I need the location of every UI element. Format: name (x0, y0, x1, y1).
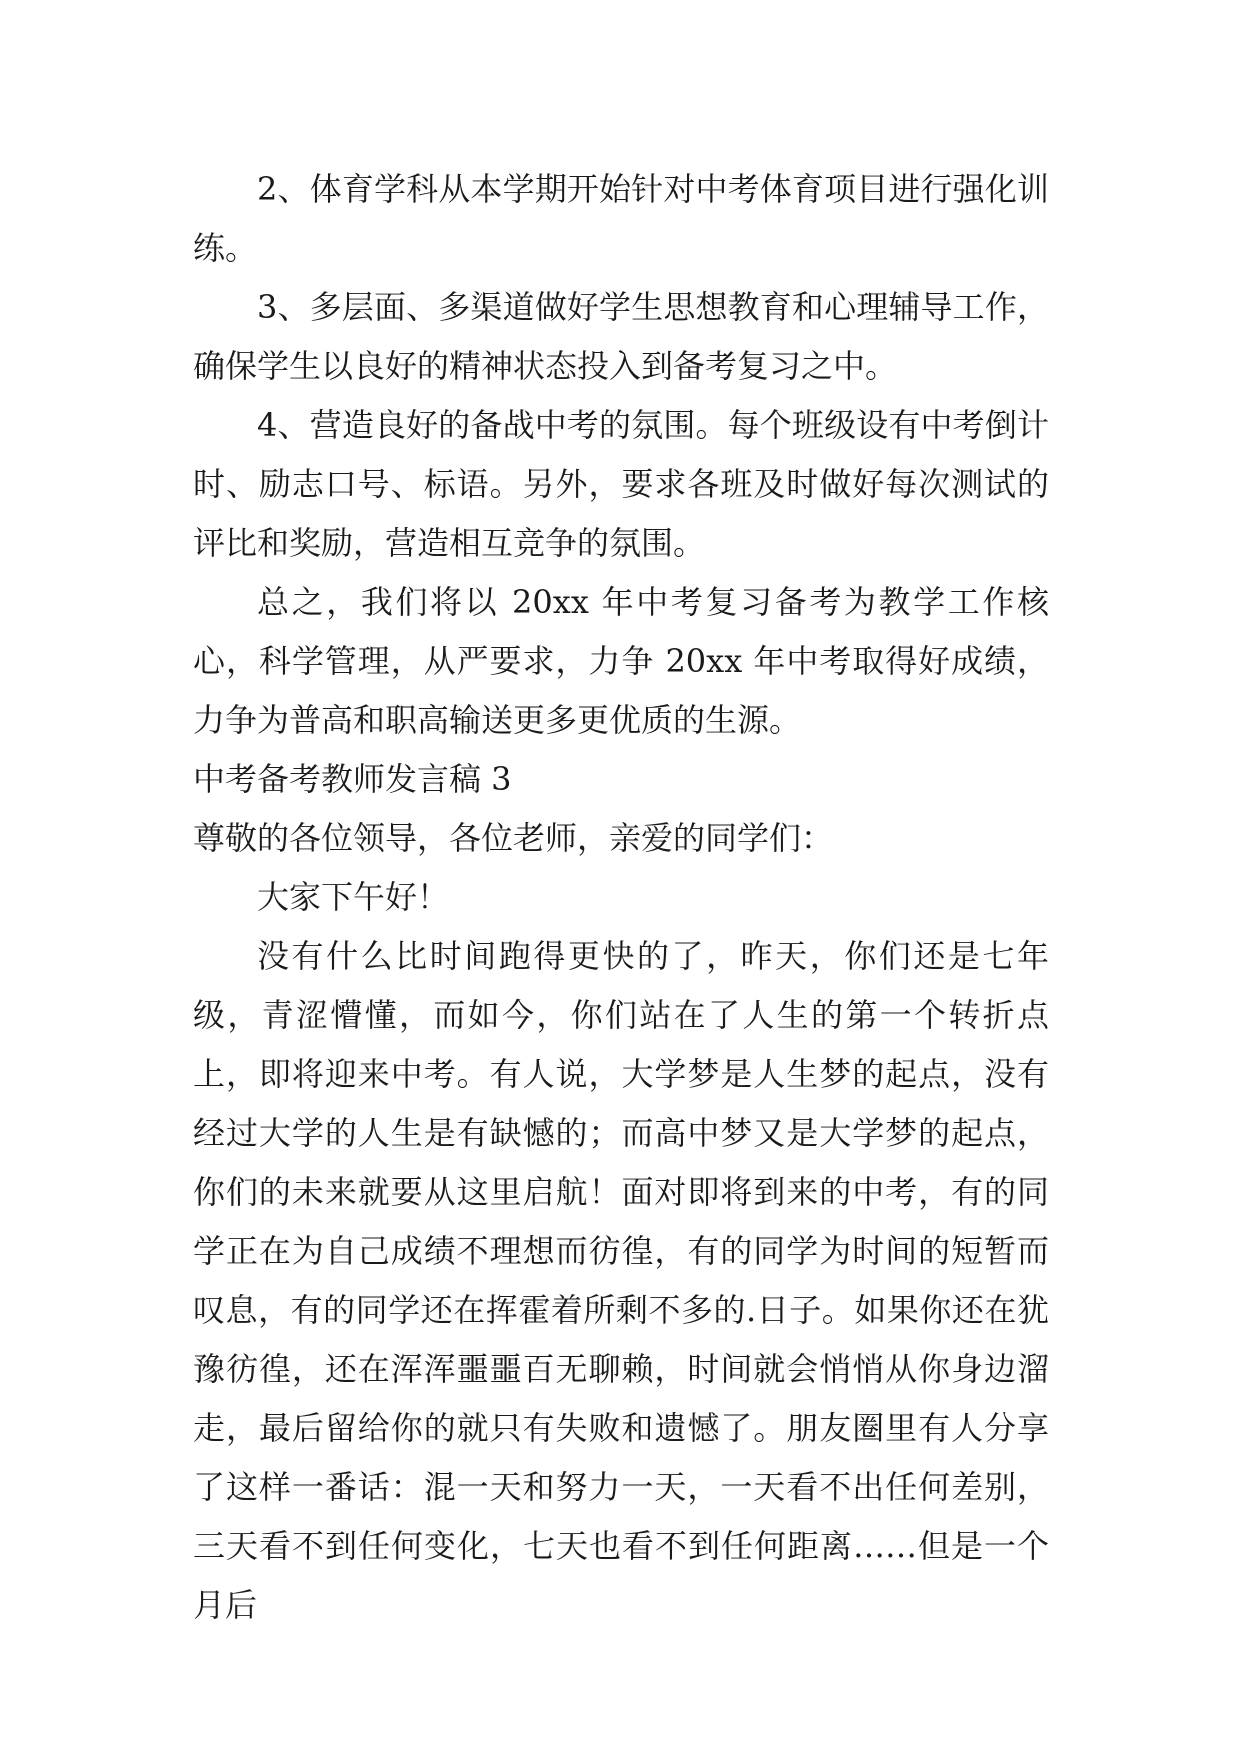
paragraph-summary: 总之，我们将以 20xx 年中考复习备考为教学工作核心，科学管理，从严要求，力争 20xx 年中考取得好成绩，力争为普高和职高输送更多更优质的生源。 (193, 583, 1049, 739)
paragraph-item-4: 4、营造良好的备战中考的氛围。每个班级设有中考倒计时、励志口号、标语。另外，要求各班及时做好每次测试的评比和奖励，营造相互竞争的氛围。 (193, 406, 1049, 562)
greeting: 大家下午好！ (257, 878, 450, 916)
body-paragraph: 没有什么比时间跑得更快的了，昨天，你们还是七年级，青涩懵懂，而如今，你们站在了人生的第一个转折点上，即将迎来中考。有人说，大学梦是人生梦的起点，没有经过大学的人生是有缺憾的；而高中梦又是大学梦的起点，你们的未来就要从这里启航！面对即将到来的中考，有的同学正在为自己成绩不理想而彷徨，有的同学为时间的短暂而叹息，有的同学还在挥霍着所剩不多的.日子。如果你还在犹豫彷徨，还在浑浑噩噩百无聊赖，时间就会悄悄从你身边溜走，最后留给你的就只有失败和遗憾了。朋友圈里有人分享了这样一番话：混一天和努力一天，一天看不出任何差别，三天看不到任何变化，七天也看不到任何距离……但是一个月后 (193, 937, 1049, 1624)
document-page (193, 160, 1049, 1635)
paragraph-item-3: 3、多层面、多渠道做好学生思想教育和心理辅导工作，确保学生以良好的精神状态投入到备考复习之中。 (193, 288, 1049, 385)
paragraph-item-2: 2、体育学科从本学期开始针对中考体育项目进行强化训练。 (193, 170, 1049, 267)
salutation: 尊敬的各位领导，各位老师，亲爱的同学们： (193, 819, 834, 857)
section-title: 中考备考教师发言稿 3 (193, 760, 512, 798)
